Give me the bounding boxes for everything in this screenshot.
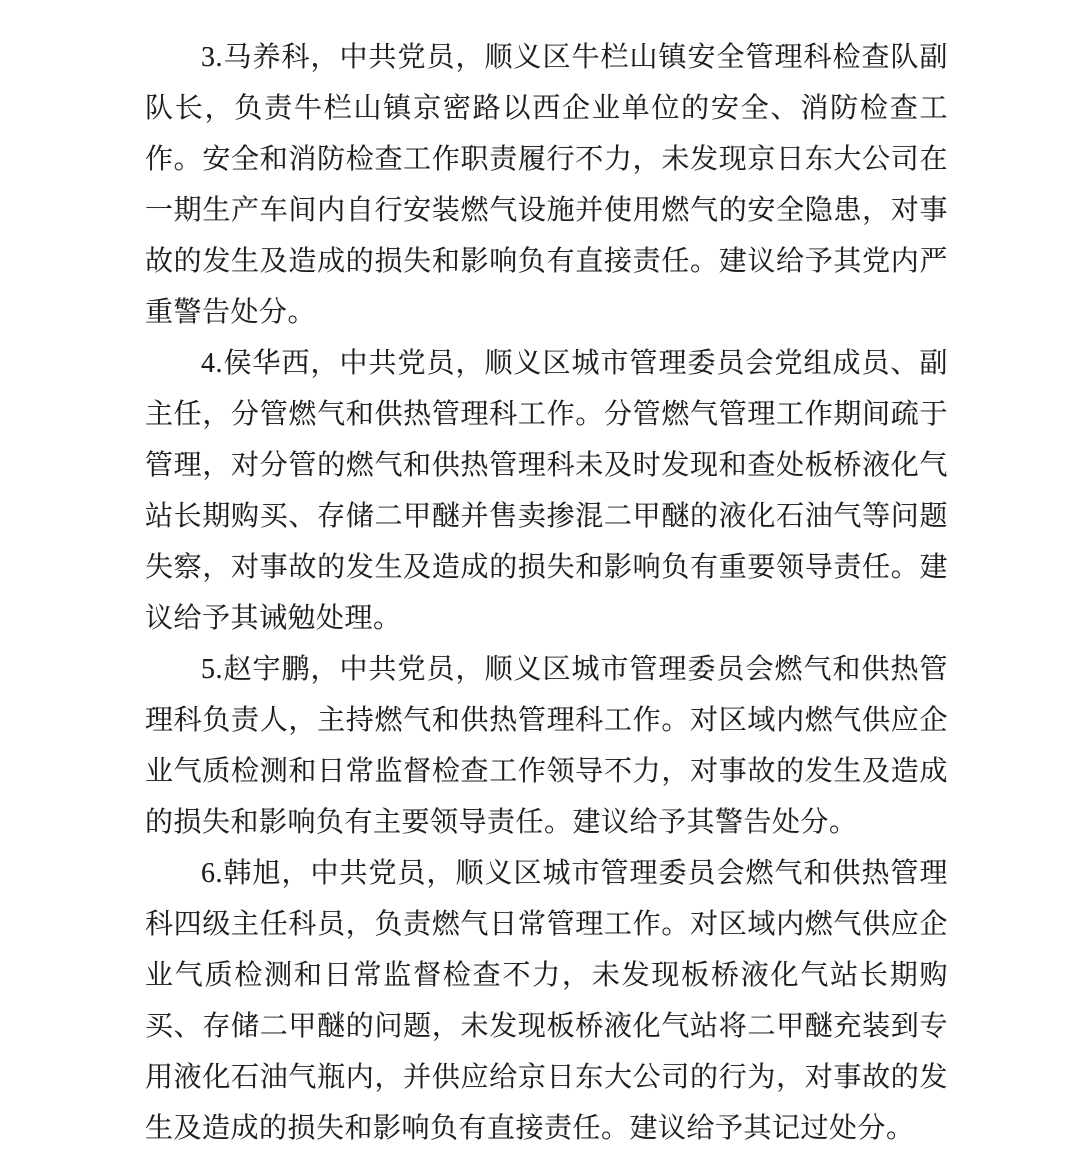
paragraph-item-5: 5.赵宇鹏，中共党员，顺义区城市管理委员会燃气和供热管理科负责人，主持燃气和供热管理科工作。对区域内燃气供应企业气质检测和日常监督检查工作领导不力，对事故的发生及造成的损失和影响负有主要领导责任。建议给予其警告处分。 [145,654,948,838]
paragraph-item-6: 6.韩旭，中共党员，顺义区城市管理委员会燃气和供热管理科四级主任科员，负责燃气日常管理工作。对区域内燃气供应企业气质检测和日常监督检查不力，未发现板桥液化气站长期购买、存储二甲醚的问题，未发现板桥液化气站将二甲醚充装到专用液化石油气瓶内，并供应给京日东大公司的行为，对事故的发生及造成的损失和影响负有直接责任。建议给予其记过处分。 [145,858,948,1144]
paragraph-item-4: 4.侯华西，中共党员，顺义区城市管理委员会党组成员、副主任，分管燃气和供热管理科工作。分管燃气管理工作期间疏于管理，对分管的燃气和供热管理科未及时发现和查处板桥液化气站长期购买、存储二甲醚并售卖掺混二甲醚的液化石油气等问题失察，对事故的发生及造成的损失和影响负有重要领导责任。建议给予其诫勉处理。 [145,348,948,634]
paragraph-item-3: 3.马养科，中共党员，顺义区牛栏山镇安全管理科检查队副队长，负责牛栏山镇京密路以西企业单位的安全、消防检查工作。安全和消防检查工作职责履行不力，未发现京日东大公司在一期生产车间内自行安装燃气设施并使用燃气的安全隐患，对事故的发生及造成的损失和影响负有直接责任。建议给予其党内严重警告处分。 [145,42,948,328]
